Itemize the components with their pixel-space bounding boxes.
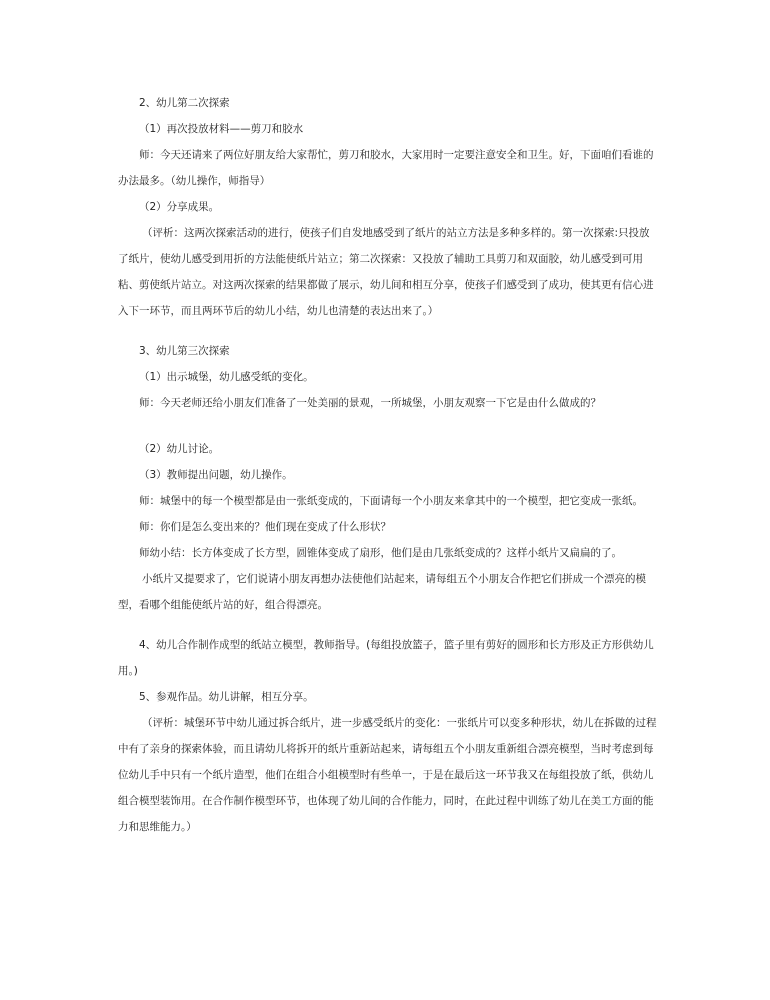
section4-text: 4、幼儿合作制作成型的纸站立模型，教师指导。(每组投放篮子，篮子里有剪好的圆形和长方形及正方形供幼儿用。) <box>118 639 654 677</box>
section3-heading: 3、幼儿第三次探索 <box>139 345 230 357</box>
section2-comment: （评析：这两次探索活动的进行，使孩子们自发地感受到了纸片的站立方法是多种多样的。第一次探索:只投放了纸片，使幼儿感受到用折的方法能使纸片站立；第二次探索：又投放了辅助工具剪刀和双面胶，幼儿感受到可用粘、剪使纸片站立。对这两次探索的结果都做了展示，幼儿间和相互分享，使孩子们感受到了成功，使其更有信心进入下一环节，而且两环节后的幼儿小结，幼儿也清楚的表达出来了。） <box>118 227 654 317</box>
section2-teacher-speech: 师：今天还请来了两位好朋友给大家帮忙，剪刀和胶水，大家用时一定要注意安全和卫生。好，下面咱们看谁的办法最多。（幼儿操作，师指导） <box>118 149 654 187</box>
section3-step1: （1）出示城堡，幼儿感受纸的变化。 <box>139 371 314 383</box>
section5-comment: （评析：城堡环节中幼儿通过拆合纸片，进一步感受纸片的变化：一张纸片可以变多种形状，幼儿在拆做的过程中有了亲身的探索体验，而且请幼儿将拆开的纸片重新站起来，请每组五个小朋友重新组合漂亮模型，当时考虑到每位幼儿手中只有一个纸片造型，他们在组合小组模型时有些单一，于是在最后这一环节我又在每组投放了纸，供幼儿组合模型装饰用。在合作制作模型环节，也体现了幼儿间的合作能力，同时，在此过程中训练了幼儿在美工方面的能力和思维能力。） <box>118 717 657 833</box>
section3-step3: （3）教师提出问题，幼儿操作。 <box>139 469 293 481</box>
section2-heading: 2、幼儿第二次探索 <box>139 97 230 109</box>
section3-summary: 师幼小结：长方体变成了长方型，圆锥体变成了扇形，他们是由几张纸变成的？这样小纸片又扁扁的了。 <box>139 547 622 559</box>
section3-teacher-speech-3: 师：你们是怎么变出来的？他们现在变成了什么形状？ <box>139 521 391 533</box>
section3-step2: （2）幼儿讨论。 <box>139 443 220 455</box>
section3-teacher-speech-1: 师：今天老师还给小朋友们准备了一处美丽的景观，一所城堡，小朋友观察一下它是由什么做成的？ <box>139 397 601 409</box>
section2-step2: （2）分享成果。 <box>139 201 220 213</box>
section5-heading: 5、参观作品。幼儿讲解，相互分享。 <box>139 691 314 703</box>
document-page <box>118 90 658 840</box>
section2-step1: （1）再次投放材料——剪刀和胶水 <box>139 123 304 135</box>
section3-paragraph: 小纸片又提要求了，它们说请小朋友再想办法使他们站起来，请每组五个小朋友合作把它们拼成一个漂亮的模型，看哪个组能使纸片站的好，组合得漂亮。 <box>118 573 646 611</box>
spacer <box>118 618 658 632</box>
spacer <box>118 416 658 436</box>
section3-teacher-speech-2: 师：城堡中的每一个模型都是由一张纸变成的，下面请每一个小朋友来拿其中的一个模型，把它变成一张纸。 <box>139 495 643 507</box>
spacer <box>118 324 658 338</box>
